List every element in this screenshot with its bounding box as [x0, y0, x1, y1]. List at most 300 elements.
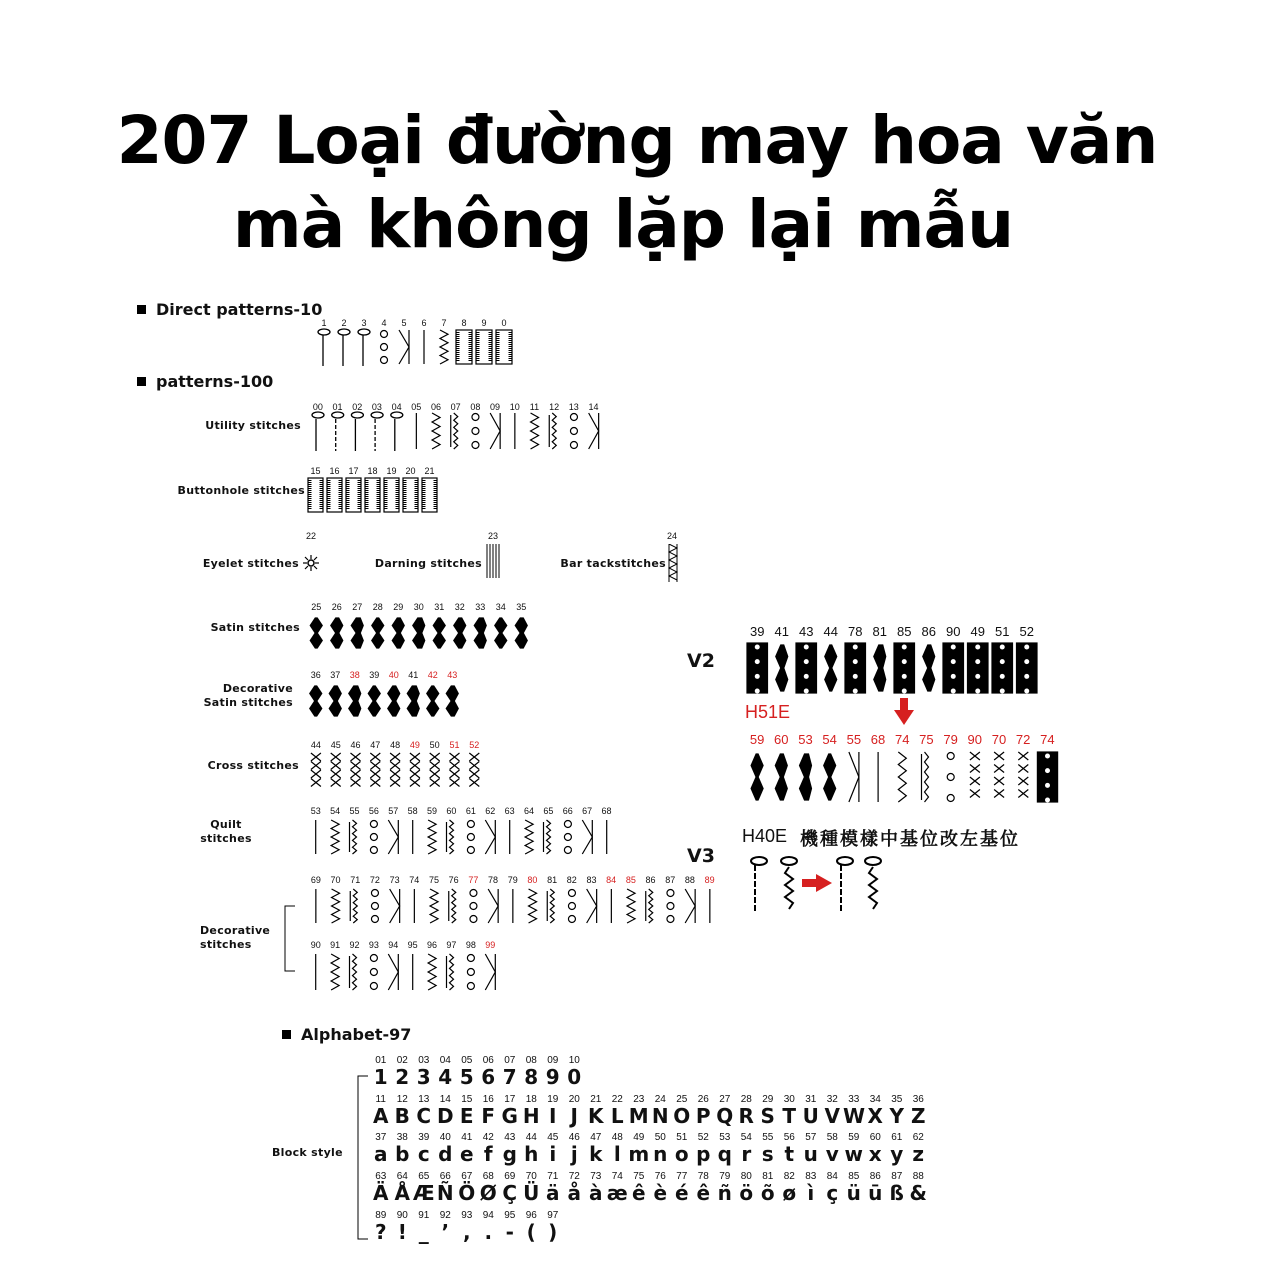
- alphabet-number: 12: [396, 1094, 408, 1105]
- alphabet-char: z: [912, 1142, 925, 1166]
- alphabet-number: 36: [912, 1094, 924, 1105]
- alphabet-number: 32: [826, 1094, 838, 1105]
- pattern-number: 41: [774, 624, 789, 639]
- alphabet-number: 48: [611, 1132, 623, 1143]
- stitch-glyph: [318, 329, 330, 366]
- pattern-number: 10: [509, 402, 520, 412]
- alphabet-char: 3: [416, 1065, 431, 1089]
- alphabet-number: 15: [461, 1094, 473, 1105]
- alphabet-char: Ø: [479, 1181, 497, 1205]
- pattern-number: 32: [454, 602, 465, 612]
- alphabet-char: W: [843, 1104, 866, 1128]
- alphabet-number: 68: [482, 1171, 494, 1182]
- alphabet-number: 83: [805, 1171, 817, 1182]
- pattern-number: 81: [547, 875, 558, 885]
- alphabet-number: 64: [396, 1171, 408, 1182]
- alphabet-char: ê: [696, 1181, 711, 1205]
- pattern-number: 07: [450, 402, 461, 412]
- title-line-2: mà không lặp lại mẫu: [232, 186, 1014, 263]
- pattern-number: 49: [409, 740, 420, 750]
- pattern-number: 62: [485, 806, 496, 816]
- stitch-glyph: [312, 412, 324, 451]
- alphabet-char: à: [589, 1181, 603, 1205]
- pattern-number: 83: [586, 875, 597, 885]
- alphabet-number: 44: [525, 1132, 537, 1143]
- alphabet-char: &: [909, 1181, 927, 1205]
- alphabet-char: ø: [782, 1181, 797, 1205]
- alphabet-char: l: [613, 1142, 621, 1166]
- alphabet-number: 13: [418, 1094, 430, 1105]
- stitch-glyph: [371, 412, 383, 451]
- stitch-glyph: [391, 412, 403, 451]
- alphabet-char: A: [373, 1104, 389, 1128]
- alphabet-char: 0: [567, 1065, 582, 1089]
- pattern-number: 72: [369, 875, 380, 885]
- alphabet-number: 65: [418, 1171, 430, 1182]
- pattern-number: 96: [427, 940, 438, 950]
- pattern-number: 39: [750, 624, 765, 639]
- stitch-glyph: [308, 478, 323, 512]
- stitch-glyph: [470, 890, 477, 923]
- stitch-glyph: [587, 889, 597, 923]
- alphabet-number: 71: [547, 1171, 559, 1182]
- darning-stitches-label: Darning stitches: [374, 557, 482, 570]
- section-patterns-100: patterns-100: [137, 372, 273, 391]
- pattern-number: 19: [386, 466, 397, 476]
- direct-pattern-numbers: [314, 318, 514, 328]
- pattern-number: 90: [967, 732, 983, 747]
- stitch-glyph: [327, 478, 342, 512]
- stitch-glyph: [488, 889, 498, 923]
- pattern-number: 25: [311, 602, 322, 612]
- alphabet-char: .: [484, 1220, 493, 1244]
- alphabet-number: 28: [740, 1094, 752, 1105]
- alphabet-char: I: [549, 1104, 557, 1128]
- alphabet-number: 07: [504, 1055, 516, 1066]
- alphabet-char: Ü: [523, 1181, 540, 1205]
- pattern-number: 52: [1019, 624, 1034, 639]
- pattern-number: 74: [894, 732, 910, 747]
- alphabet-char: 6: [481, 1065, 496, 1089]
- pattern-number: 80: [527, 875, 538, 885]
- alphabet-number: 69: [504, 1171, 516, 1182]
- alphabet-char: R: [738, 1104, 754, 1128]
- pattern-number: 7: [441, 318, 447, 328]
- stitch-glyph: [800, 754, 812, 800]
- pattern-number: 58: [407, 806, 418, 816]
- stitch-glyph: [331, 820, 339, 854]
- cross-stitches: [306, 751, 496, 791]
- stitch-glyph: [390, 753, 400, 787]
- alphabet-number: 84: [826, 1171, 838, 1182]
- stitch-glyph: [824, 754, 836, 800]
- pattern-number: 0: [501, 318, 507, 328]
- pattern-number: 4: [381, 318, 387, 328]
- pattern-number: 50: [429, 740, 440, 750]
- alphabet-number: 06: [482, 1055, 494, 1066]
- alphabet-char: N: [651, 1104, 669, 1128]
- alphabet-number: 60: [869, 1132, 881, 1143]
- pattern-number: 1: [321, 318, 327, 328]
- pattern-number: 69: [310, 875, 321, 885]
- alphabet-char: M: [628, 1104, 649, 1128]
- pattern-number: 77: [468, 875, 479, 885]
- stitch-glyph: [898, 752, 906, 802]
- stitch-glyph: [472, 414, 479, 449]
- pattern-number: 40: [388, 670, 399, 680]
- decorative-stitches-row1: [306, 887, 726, 927]
- pattern-number: 86: [645, 875, 656, 885]
- stitch-glyph: [627, 889, 635, 923]
- eyelet-number: 22: [306, 531, 317, 541]
- pattern-number: 54: [822, 732, 837, 747]
- buttonhole-stitches-label: Buttonhole stitches: [177, 484, 305, 497]
- alphabet-char: b: [395, 1142, 410, 1166]
- pattern-number: 5: [401, 318, 407, 328]
- alphabet-number: 29: [762, 1094, 774, 1105]
- stitch-glyph: [430, 753, 440, 787]
- pattern-number: 65: [543, 806, 554, 816]
- stitch-glyph: [515, 618, 527, 648]
- v2-model-h51e: H51E: [745, 702, 791, 722]
- satin-stitches-label: Satin stitches: [210, 621, 300, 634]
- alphabet-number: 24: [654, 1094, 666, 1105]
- bullet-square-icon: [137, 305, 146, 314]
- pattern-number: 72: [1015, 732, 1031, 747]
- alphabet-char: B: [394, 1104, 410, 1128]
- stitch-glyph: [589, 413, 599, 449]
- alphabet-char: Ñ: [436, 1181, 454, 1205]
- alphabet-char: r: [741, 1142, 752, 1166]
- alphabet-number: 56: [783, 1132, 795, 1143]
- alphabet-number: 22: [611, 1094, 623, 1105]
- stitch-glyph: [1017, 643, 1038, 694]
- alphabet-number: 39: [418, 1132, 430, 1143]
- pattern-number: 47: [370, 740, 381, 750]
- stitch-glyph: [467, 955, 474, 990]
- alphabet-char: j: [570, 1142, 578, 1166]
- stitch-glyph: [370, 821, 377, 854]
- pattern-number: 91: [330, 940, 341, 950]
- pattern-number: 56: [368, 806, 379, 816]
- block-style-label: Block style: [272, 1146, 343, 1159]
- pattern-number: 49: [970, 624, 985, 639]
- alphabet-char: H: [522, 1104, 540, 1128]
- pattern-number: 21: [424, 466, 435, 476]
- stitch-glyph: [549, 413, 556, 449]
- pattern-number: 31: [434, 602, 445, 612]
- alphabet-char: p: [696, 1142, 711, 1166]
- pattern-number: 94: [388, 940, 399, 950]
- alphabet-number: 51: [676, 1132, 688, 1143]
- stitch-glyph: [388, 820, 398, 854]
- alphabet-number: 16: [482, 1094, 494, 1105]
- alphabet-number: 95: [504, 1210, 516, 1221]
- pattern-number: 51: [995, 624, 1010, 639]
- pattern-number: 90: [946, 624, 961, 639]
- pattern-number: 15: [310, 466, 321, 476]
- stitch-glyph: [427, 686, 439, 716]
- alphabet-number: 45: [547, 1132, 559, 1143]
- alphabet-char: t: [784, 1142, 795, 1166]
- stitch-glyph: [547, 889, 554, 923]
- pattern-number: 73: [389, 875, 400, 885]
- alphabet-number: 19: [547, 1094, 559, 1105]
- satin-numbers: [306, 602, 532, 612]
- alphabet-char: ß: [889, 1181, 904, 1205]
- stitch-glyph: [407, 686, 419, 716]
- alphabet-number: 82: [783, 1171, 795, 1182]
- stitch-glyph: [474, 618, 486, 648]
- stitch-glyph: [351, 412, 363, 451]
- quilt-stitches: [306, 818, 636, 858]
- alphabet-char: æ: [606, 1181, 628, 1205]
- pattern-number: 68: [601, 806, 612, 816]
- stitch-glyph: [370, 753, 380, 787]
- pattern-number: 90: [310, 940, 321, 950]
- pattern-number: 74: [1040, 732, 1055, 747]
- stitch-glyph: [994, 752, 1004, 798]
- pattern-number: 75: [428, 875, 439, 885]
- pattern-number: 06: [430, 402, 441, 412]
- alphabet-char: D: [436, 1104, 454, 1128]
- pattern-number: 82: [566, 875, 577, 885]
- alphabet-char: 7: [502, 1065, 517, 1089]
- pattern-number: 70: [330, 875, 341, 885]
- alphabet-number: 75: [633, 1171, 645, 1182]
- stitch-glyph: [776, 645, 788, 691]
- alphabet-char: O: [673, 1104, 691, 1128]
- pattern-number: 43: [447, 670, 458, 680]
- stitch-glyph: [390, 889, 400, 923]
- pattern-number: 41: [408, 670, 419, 680]
- alphabet-char: w: [844, 1142, 863, 1166]
- stitch-glyph: [968, 643, 989, 694]
- pattern-number: 78: [488, 875, 499, 885]
- alphabet-char: ì: [807, 1181, 815, 1205]
- alphabet-number: 01: [375, 1055, 387, 1066]
- alphabet-char: y: [890, 1142, 904, 1166]
- alphabet-char: é: [674, 1181, 689, 1205]
- alphabet-number: 74: [611, 1171, 623, 1182]
- alphabet-number: 23: [633, 1094, 645, 1105]
- alphabet-char: ’: [441, 1220, 450, 1244]
- alphabet-number: 97: [547, 1210, 559, 1221]
- stitch-glyph: [582, 820, 592, 854]
- stitch-glyph: [338, 329, 350, 366]
- alphabet-number: 31: [805, 1094, 817, 1105]
- stitch-glyph: [544, 820, 551, 854]
- alphabet-char: o: [674, 1142, 689, 1166]
- alphabet-char: c: [417, 1142, 430, 1166]
- pattern-number: 95: [407, 940, 418, 950]
- stitch-glyph: [432, 413, 440, 449]
- alphabet-number: 20: [568, 1094, 580, 1105]
- alphabet-number: 38: [396, 1132, 408, 1143]
- stitch-glyph: [947, 753, 954, 802]
- alphabet-number: 63: [375, 1171, 387, 1182]
- pattern-number: 30: [413, 602, 424, 612]
- alphabet-char: n: [653, 1142, 668, 1166]
- alphabet-number: 25: [676, 1094, 688, 1105]
- stitch-glyph: [331, 954, 339, 990]
- pattern-number: 39: [369, 670, 380, 680]
- alphabet-char: (: [526, 1220, 536, 1244]
- alphabet-number: 37: [375, 1132, 387, 1143]
- pattern-number: 05: [411, 402, 422, 412]
- stitch-glyph: [450, 753, 460, 787]
- stitch-glyph: [399, 330, 409, 364]
- section-direct-patterns: Direct patterns-10: [137, 300, 322, 319]
- alphabet-char: f: [483, 1142, 493, 1166]
- alphabet-char: e: [459, 1142, 474, 1166]
- alphabet-char: Æ: [413, 1181, 435, 1205]
- alphabet-char: ç: [826, 1181, 839, 1205]
- decorative-satin-stitches: [306, 682, 476, 722]
- pattern-number: 12: [549, 402, 560, 412]
- alphabet-char: Z: [910, 1104, 926, 1128]
- alphabet-number: 17: [504, 1094, 516, 1105]
- pattern-number: 11: [529, 402, 540, 412]
- pattern-number: 03: [371, 402, 382, 412]
- pattern-number: 02: [352, 402, 363, 412]
- pattern-number: 46: [350, 740, 361, 750]
- pattern-number: 51: [449, 740, 460, 750]
- pattern-number: 2: [341, 318, 347, 328]
- alphabet-char: a: [374, 1142, 388, 1166]
- alphabet-char: v: [825, 1142, 839, 1166]
- stitch-glyph: [331, 618, 343, 648]
- alphabet-number: 26: [697, 1094, 709, 1105]
- alphabet-char: ü: [846, 1181, 861, 1205]
- pattern-number: 99: [485, 940, 496, 950]
- stitch-glyph: [476, 330, 492, 364]
- alphabet-char-row: [370, 1142, 929, 1166]
- stitch-glyph: [496, 330, 512, 364]
- stitch-glyph: [894, 643, 915, 694]
- alphabet-char: ): [548, 1220, 558, 1244]
- stitch-glyph: [467, 821, 474, 854]
- stitch-glyph: [796, 643, 817, 694]
- stitch-glyph: [495, 618, 507, 648]
- decorative-satin-label: Decorative Satin stitches: [203, 682, 293, 709]
- alphabet-char: 8: [524, 1065, 539, 1089]
- alphabet-number: 92: [439, 1210, 451, 1221]
- alphabet-number: 57: [805, 1132, 817, 1143]
- quilt-stitches-label: Quilt stitches: [200, 818, 252, 845]
- alphabet-char: 9: [545, 1065, 560, 1089]
- stitch-glyph: [845, 643, 866, 694]
- red-down-arrow-icon: [894, 698, 914, 726]
- alphabet-char-row: [370, 1181, 929, 1205]
- pattern-number: 3: [361, 318, 367, 328]
- decorative-satin-numbers: [306, 670, 462, 680]
- alphabet-char: !: [397, 1220, 407, 1244]
- alphabet-number: 73: [590, 1171, 602, 1182]
- decorative-numbers-row2: [306, 940, 500, 950]
- v2-top-stitches: [745, 641, 1065, 697]
- alphabet-char: ê: [631, 1181, 646, 1205]
- alphabet-char: ?: [374, 1220, 387, 1244]
- pattern-number: 44: [823, 624, 838, 639]
- alphabet-number: 43: [504, 1132, 516, 1143]
- stitch-glyph: [1018, 752, 1028, 798]
- alphabet-number: 03: [418, 1055, 430, 1066]
- stitch-glyph: [358, 329, 370, 366]
- stitch-glyph: [469, 753, 479, 787]
- stitch-glyph: [943, 643, 964, 694]
- alphabet-char: 5: [459, 1065, 474, 1089]
- alphabet-char: ñ: [717, 1181, 732, 1205]
- stitch-glyph: [372, 618, 384, 648]
- stitch-glyph: [403, 478, 418, 512]
- pattern-number: 45: [330, 740, 341, 750]
- pattern-number: 55: [349, 806, 360, 816]
- stitch-glyph: [667, 890, 674, 923]
- alphabet-char: õ: [760, 1181, 775, 1205]
- pattern-number: 52: [469, 740, 480, 750]
- alphabet-char: ä: [546, 1181, 560, 1205]
- stitch-glyph: [350, 889, 357, 923]
- alphabet-number: 08: [525, 1055, 537, 1066]
- satin-stitches: [306, 614, 536, 654]
- alphabet-char: U: [802, 1104, 819, 1128]
- alphabet-number: 09: [547, 1055, 559, 1066]
- bullet-square-icon: [137, 377, 146, 386]
- stitch-glyph: [775, 754, 787, 800]
- pattern-number: 09: [490, 402, 501, 412]
- stitch-glyph: [410, 753, 420, 787]
- pattern-number: 29: [393, 602, 404, 612]
- alphabet-number: 87: [891, 1171, 903, 1182]
- alphabet-number: 76: [654, 1171, 666, 1182]
- alphabet-number: 42: [482, 1132, 494, 1143]
- pattern-number: 85: [897, 624, 912, 639]
- quilt-numbers: [306, 806, 616, 816]
- stitch-glyph: [446, 686, 458, 716]
- stitch-glyph: [568, 890, 575, 923]
- pattern-number: 64: [523, 806, 534, 816]
- pattern-number: 67: [582, 806, 593, 816]
- pattern-number: 36: [310, 670, 321, 680]
- alphabet-char: Ä: [373, 1181, 389, 1205]
- stitch-glyph: [430, 889, 438, 923]
- alphabet-char: Ö: [458, 1181, 476, 1205]
- alphabet-char: 2: [395, 1065, 410, 1089]
- stitch-glyph: [447, 820, 454, 854]
- stitch-glyph: [381, 331, 388, 364]
- stitch-glyph: [349, 686, 361, 716]
- stitch-glyph: [346, 478, 361, 512]
- buttonhole-stitches: [306, 476, 446, 516]
- stitch-glyph: [311, 753, 321, 787]
- stitch-glyph: [433, 618, 445, 648]
- stitch-glyph: [451, 413, 458, 449]
- stitch-glyph: [371, 890, 378, 923]
- stitch-glyph: [485, 820, 495, 854]
- alphabet-number: 90: [396, 1210, 408, 1221]
- alphabet-char: E: [459, 1104, 474, 1128]
- pattern-number: 42: [427, 670, 438, 680]
- pattern-number: 79: [943, 732, 958, 747]
- cross-numbers: [306, 740, 484, 750]
- decorative-bracket: [282, 905, 296, 973]
- stitch-glyph: [384, 478, 399, 512]
- alphabet-number: 35: [891, 1094, 903, 1105]
- stitch-glyph: [368, 686, 380, 716]
- v2-bottom-stitches: [745, 750, 1065, 806]
- alphabet-char: J: [570, 1104, 578, 1128]
